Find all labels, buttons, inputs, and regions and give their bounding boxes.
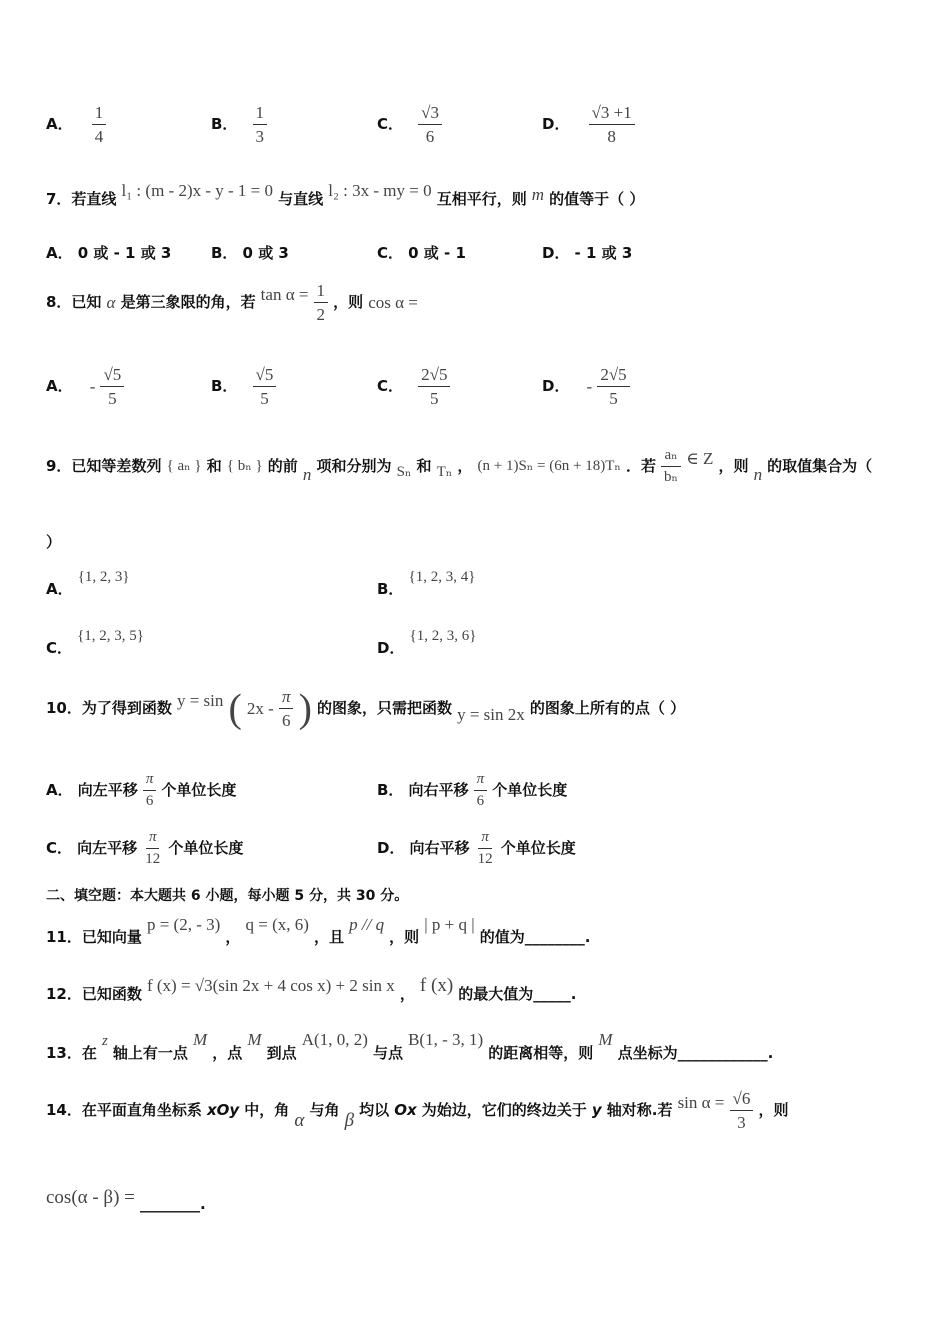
q7-option-c: C． 0 或 - 1 (377, 244, 466, 262)
q6-option-b (211, 104, 267, 145)
q6-option-d (542, 104, 635, 145)
q10-option-a: A． 向左平移 $\frac{\pi}{6}$ 个单位长度 (46, 771, 237, 809)
q8-option-c: C． $\frac{2√5}{5}$ (377, 366, 450, 407)
section-heading: 二、填空题：本大题共 6 小题，每小题 5 分，共 30 分。 (46, 888, 409, 904)
q12-stem: 12．已知函数 f (x) = √3(sin 2x + 4 cos x) + 2 sin x ， f (x) 的最大值为_____. (46, 975, 577, 1003)
q7-option-a: A． 0 或 - 1 或 3 (46, 244, 172, 262)
fraction: $\frac{1}{2}$ (314, 282, 329, 323)
q9-close-paren: ） (46, 533, 62, 551)
q8-option-b: B． $\frac{√5}{5}$ (211, 366, 276, 407)
fraction: $\frac{√3}{6}$ (418, 104, 442, 145)
line-l1-equation: l₁ : (m - 2)x - y - 1 = 0 (121, 181, 274, 200)
q9-stem: 9．已知等差数列 { aₙ } 和 { bₙ } 的前 n 项和分别为 Sₙ 和 Tₙ ， (n + 1)Sₙ = (6n + 18)Tₙ ．若 $\frac{\text{aₙ}}{\text{bₙ}}$ ∈ Z ，则 n 的取值集合为（ (46, 447, 873, 485)
fraction: $\frac{\text{aₙ}}{\text{bₙ}}$ (661, 448, 681, 485)
answer-blank[interactable]: ________. (140, 1195, 206, 1213)
q6-option-c (377, 104, 442, 145)
q11-stem: 11．已知向量 p = (2, - 3) ， q = (x, 6) ，且 p // q ，则 | p + q | 的值为________. (46, 915, 591, 946)
q9-option-a: A． {1, 2, 3} (46, 569, 130, 598)
vector-q: q = (x, 6) (245, 915, 309, 934)
fraction: $\frac{1}{4}$ (92, 104, 107, 145)
q8-stem: 8．已知 α 是第三象限的角，若 tan α = $\frac{1}{2}$ ，则 cos α = (46, 281, 418, 324)
alpha: α (106, 293, 116, 312)
fraction: $\frac{√5}{5}$ (253, 366, 277, 407)
q10-option-d: D． 向右平移 $\frac{\pi}{12}$ 个单位长度 (377, 829, 576, 867)
fraction: $\frac{\pi}{6}$ (474, 772, 488, 809)
fraction: $\frac{1}{3}$ (253, 104, 268, 145)
fraction: $\frac{\pi}{6}$ (279, 688, 294, 729)
fraction: $\frac{2√5}{5}$ (597, 366, 629, 407)
line-l2-equation: l₂ : 3x - my = 0 (328, 181, 432, 200)
fraction: $\frac{\pi}{12}$ (145, 829, 161, 867)
q7-stem: 7．若直线 l₁ : (m - 2)x - y - 1 = 0 与直线 l₂ : 3x - my = 0 互相平行，则 m 的值等于（ ） (46, 181, 645, 208)
q9-option-d: D． {1, 2, 3, 6} (377, 628, 477, 657)
q7-option-d: D． - 1 或 3 (542, 244, 633, 262)
q14-answer-line (46, 1187, 206, 1213)
sum-relation: (n + 1)Sₙ = (6n + 18)Tₙ (477, 458, 621, 474)
option-label: A． (46, 115, 73, 133)
q6-option-a (46, 104, 106, 145)
q14-stem: 14．在平面直角坐标系 xOy 中，角 α 与角 β 均以 Ox 为始边，它们的终边关于 y 轴对称.若 sin α = $\frac{√6}{3}$ ，则 (46, 1089, 789, 1132)
source-function: y = sin 2x (457, 705, 525, 724)
q10-option-b: B． 向右平移 $\frac{\pi}{6}$ 个单位长度 (377, 771, 568, 809)
fraction: $\frac{\pi}{6}$ (143, 772, 157, 809)
option-label: B． (211, 115, 238, 133)
cos-expression: cos α = (368, 293, 418, 312)
q10-option-c: C． 向左平移 $\frac{\pi}{12}$ 个单位长度 (46, 829, 244, 867)
target-function: y = sin (176, 691, 224, 710)
sequence-b: { bₙ } (226, 458, 263, 474)
point-a: A(1, 0, 2) (301, 1030, 368, 1049)
vector-p: p = (2, - 3) (146, 915, 221, 934)
q10-stem: 10．为了得到函数 y = sin ( 2x - $\frac{\pi}{6}$ ) 的图象，只需把函数 y = sin 2x 的图象上所有的点（ ） (46, 685, 686, 731)
function-f: f (x) = √3(sin 2x + 4 cos x) + 2 sin x (146, 976, 395, 995)
variable-m: m (531, 185, 545, 204)
fraction: $\frac{√3 +1}{8}$ (589, 104, 635, 145)
sequence-a: { aₙ } (166, 458, 202, 474)
fraction: $\frac{\pi}{12}$ (477, 829, 493, 867)
q9-option-c: C． {1, 2, 3, 5} (46, 628, 145, 657)
point-b: B(1, - 3, 1) (408, 1030, 484, 1049)
fraction: $\frac{2√5}{5}$ (418, 366, 450, 407)
q8-option-d: D． - $\frac{2√5}{5}$ (542, 366, 630, 407)
q9-option-b: B． {1, 2, 3, 4} (377, 569, 476, 598)
option-label: D． (542, 115, 570, 133)
cos-difference: cos(α - β) = (46, 1187, 135, 1208)
fraction: $\frac{√6}{3}$ (730, 1090, 754, 1131)
tan-expression: tan α = (260, 285, 309, 304)
fraction: $\frac{√5}{5}$ (100, 366, 124, 407)
q7-option-b: B． 0 或 3 (211, 244, 289, 262)
q8-option-a: A． - $\frac{√5}{5}$ (46, 366, 124, 407)
option-label: C． (377, 115, 404, 133)
q13-stem: 13．在 z 轴上有一点 M ，点 M 到点 A(1, 0, 2) 与点 B(1, - 3, 1) 的距离相等，则 M 点坐标为____________. (46, 1030, 774, 1062)
